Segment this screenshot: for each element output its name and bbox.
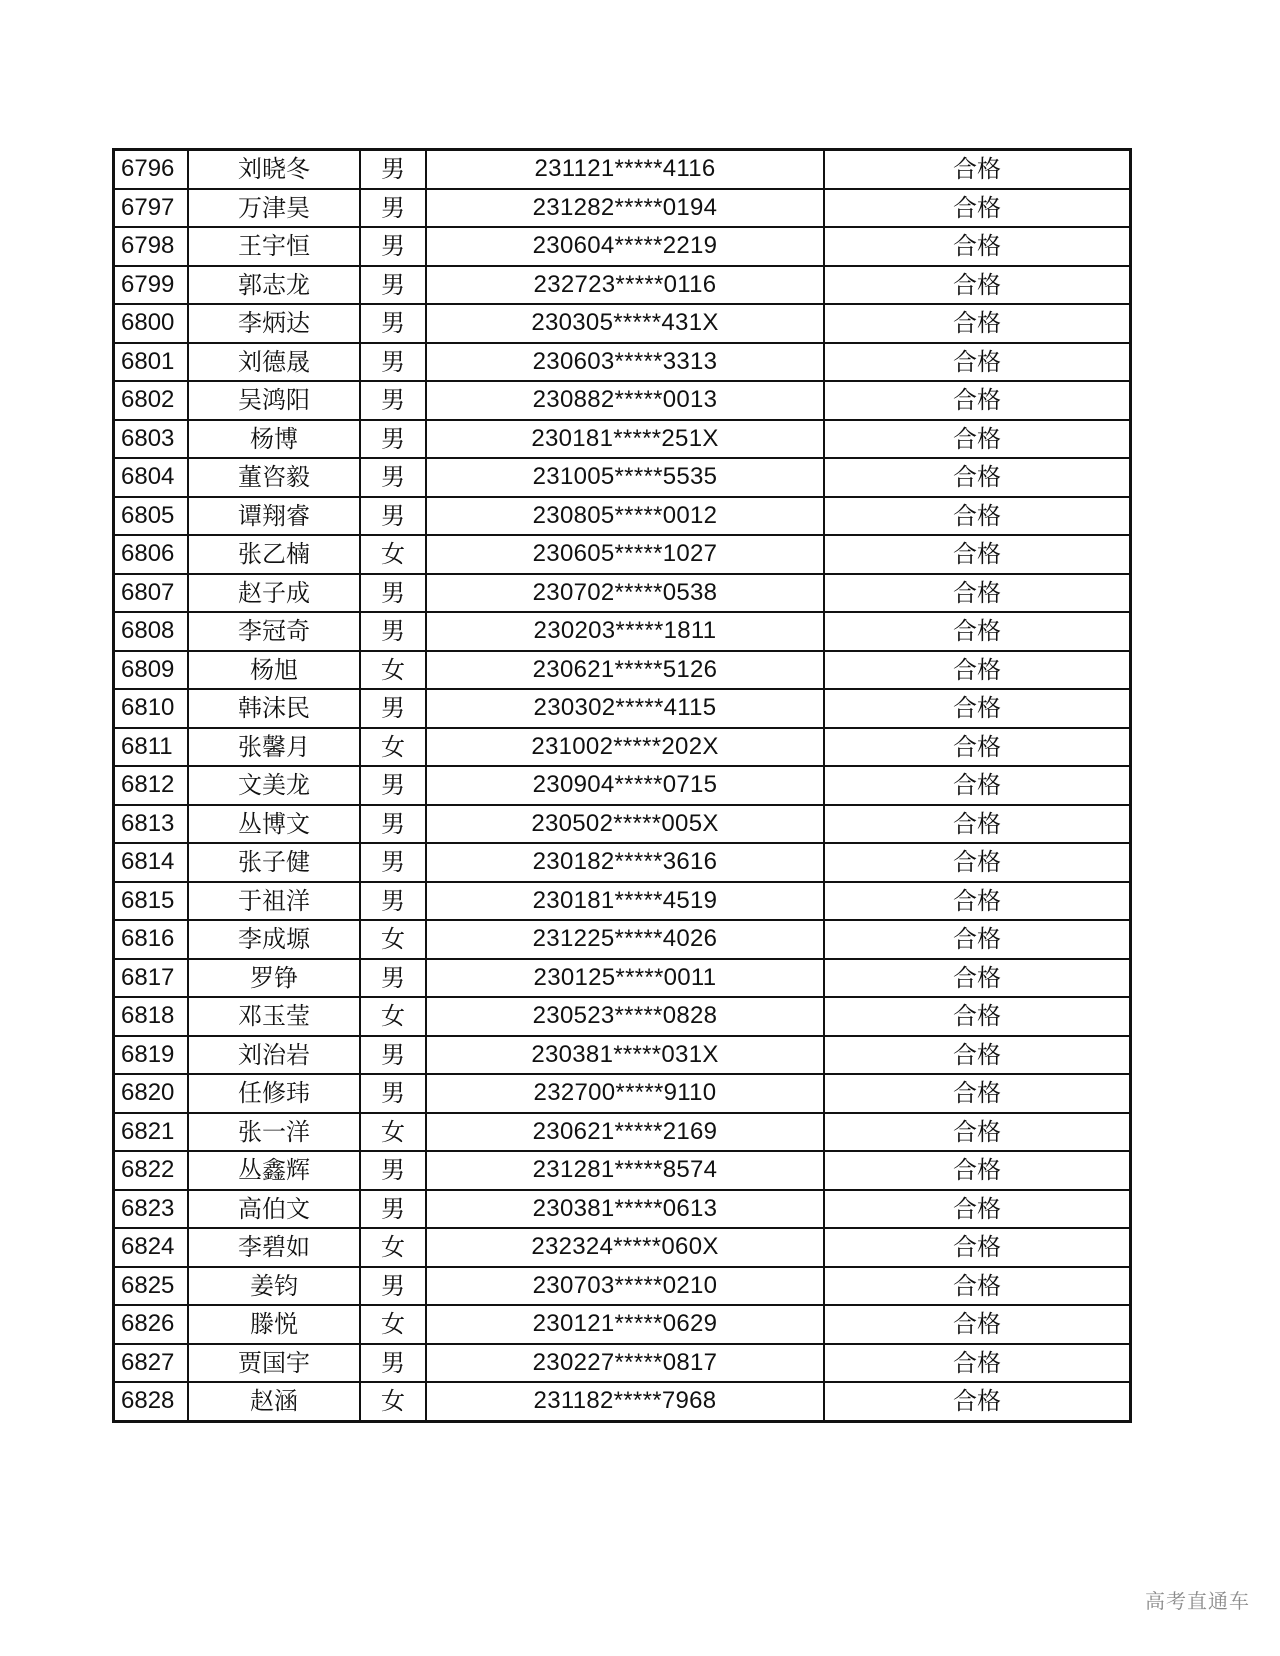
table-row — [114, 1382, 1131, 1421]
candidate-gender: 男 — [360, 1190, 426, 1229]
table-row — [114, 1151, 1131, 1190]
candidate-gender: 男 — [360, 343, 426, 382]
row-number: 6803 — [114, 420, 189, 459]
candidate-gender: 男 — [360, 381, 426, 420]
candidate-gender: 男 — [360, 458, 426, 497]
result-status: 合格 — [824, 882, 1131, 921]
table-row — [114, 766, 1131, 805]
table-row — [114, 1113, 1131, 1152]
candidate-gender: 男 — [360, 1151, 426, 1190]
row-number: 6822 — [114, 1151, 189, 1190]
result-status: 合格 — [824, 920, 1131, 959]
candidate-id-number: 230605*****1027 — [426, 535, 824, 574]
candidate-name: 李碧如 — [188, 1228, 360, 1267]
result-status: 合格 — [824, 420, 1131, 459]
candidate-id-number: 230182*****3616 — [426, 843, 824, 882]
candidate-name: 姜钧 — [188, 1267, 360, 1306]
candidate-gender: 女 — [360, 1228, 426, 1267]
result-status: 合格 — [824, 728, 1131, 767]
candidate-name: 文美龙 — [188, 766, 360, 805]
candidate-id-number: 230181*****251X — [426, 420, 824, 459]
result-status: 合格 — [824, 227, 1131, 266]
candidate-name: 杨博 — [188, 420, 360, 459]
candidate-name: 丛鑫辉 — [188, 1151, 360, 1190]
candidate-name: 李冠奇 — [188, 612, 360, 651]
candidate-name: 滕悦 — [188, 1305, 360, 1344]
row-number: 6801 — [114, 343, 189, 382]
candidate-gender: 女 — [360, 920, 426, 959]
table-row — [114, 150, 1131, 189]
candidate-name: 吴鸿阳 — [188, 381, 360, 420]
candidate-gender: 男 — [360, 497, 426, 536]
result-status: 合格 — [824, 651, 1131, 690]
candidate-gender: 男 — [360, 266, 426, 305]
candidate-id-number: 232700*****9110 — [426, 1074, 824, 1113]
candidate-name: 张馨月 — [188, 728, 360, 767]
row-number: 6826 — [114, 1305, 189, 1344]
result-status: 合格 — [824, 189, 1131, 228]
candidate-name: 万津昊 — [188, 189, 360, 228]
table-row — [114, 1190, 1131, 1229]
candidate-name: 杨旭 — [188, 651, 360, 690]
result-status: 合格 — [824, 689, 1131, 728]
candidate-gender: 男 — [360, 689, 426, 728]
candidate-name: 于祖洋 — [188, 882, 360, 921]
candidate-gender: 男 — [360, 150, 426, 189]
candidate-name: 张乙楠 — [188, 535, 360, 574]
row-number: 6827 — [114, 1344, 189, 1383]
table-row — [114, 920, 1131, 959]
row-number: 6800 — [114, 304, 189, 343]
row-number: 6824 — [114, 1228, 189, 1267]
candidate-name: 赵子成 — [188, 574, 360, 613]
candidate-id-number: 232324*****060X — [426, 1228, 824, 1267]
candidate-id-number: 232723*****0116 — [426, 266, 824, 305]
row-number: 6804 — [114, 458, 189, 497]
candidate-gender: 男 — [360, 1344, 426, 1383]
table-row — [114, 997, 1131, 1036]
row-number: 6799 — [114, 266, 189, 305]
watermark: 高考直通车 — [1145, 1589, 1250, 1613]
result-status: 合格 — [824, 766, 1131, 805]
result-status: 合格 — [824, 959, 1131, 998]
candidate-gender: 男 — [360, 882, 426, 921]
candidate-id-number: 231225*****4026 — [426, 920, 824, 959]
result-status: 合格 — [824, 997, 1131, 1036]
candidate-gender: 男 — [360, 843, 426, 882]
row-number: 6815 — [114, 882, 189, 921]
result-status: 合格 — [824, 343, 1131, 382]
candidate-id-number: 230621*****5126 — [426, 651, 824, 690]
row-number: 6807 — [114, 574, 189, 613]
candidate-name: 董咨毅 — [188, 458, 360, 497]
row-number: 6806 — [114, 535, 189, 574]
row-number: 6802 — [114, 381, 189, 420]
table-row — [114, 343, 1131, 382]
result-status: 合格 — [824, 843, 1131, 882]
candidate-id-number: 230523*****0828 — [426, 997, 824, 1036]
candidate-name: 贾国宇 — [188, 1344, 360, 1383]
candidate-id-number: 230305*****431X — [426, 304, 824, 343]
table-row — [114, 497, 1131, 536]
row-number: 6812 — [114, 766, 189, 805]
table-row — [114, 1305, 1131, 1344]
result-status: 合格 — [824, 458, 1131, 497]
candidate-gender: 男 — [360, 805, 426, 844]
result-status: 合格 — [824, 1228, 1131, 1267]
table-row — [114, 728, 1131, 767]
candidate-name: 张一洋 — [188, 1113, 360, 1152]
candidate-name: 王宇恒 — [188, 227, 360, 266]
candidate-name: 罗铮 — [188, 959, 360, 998]
table-row — [114, 574, 1131, 613]
table-row — [114, 843, 1131, 882]
row-number: 6798 — [114, 227, 189, 266]
table-row — [114, 1267, 1131, 1306]
table-row — [114, 689, 1131, 728]
candidate-id-number: 230381*****0613 — [426, 1190, 824, 1229]
candidate-name: 韩沫民 — [188, 689, 360, 728]
candidate-gender: 男 — [360, 766, 426, 805]
result-status: 合格 — [824, 266, 1131, 305]
row-number: 6828 — [114, 1382, 189, 1421]
row-number: 6820 — [114, 1074, 189, 1113]
candidate-id-number: 230702*****0538 — [426, 574, 824, 613]
candidate-id-number: 230805*****0012 — [426, 497, 824, 536]
candidate-id-number: 231282*****0194 — [426, 189, 824, 228]
candidate-id-number: 230604*****2219 — [426, 227, 824, 266]
result-status: 合格 — [824, 1151, 1131, 1190]
row-number: 6797 — [114, 189, 189, 228]
candidate-gender: 男 — [360, 1036, 426, 1075]
candidate-gender: 女 — [360, 535, 426, 574]
candidate-gender: 女 — [360, 728, 426, 767]
result-status: 合格 — [824, 1190, 1131, 1229]
candidate-gender: 男 — [360, 189, 426, 228]
candidate-name: 高伯文 — [188, 1190, 360, 1229]
table-row — [114, 227, 1131, 266]
candidate-id-number: 230381*****031X — [426, 1036, 824, 1075]
candidate-id-number: 230882*****0013 — [426, 381, 824, 420]
candidate-gender: 男 — [360, 1074, 426, 1113]
candidate-gender: 男 — [360, 420, 426, 459]
candidate-table — [112, 148, 1132, 1423]
row-number: 6808 — [114, 612, 189, 651]
result-status: 合格 — [824, 574, 1131, 613]
row-number: 6817 — [114, 959, 189, 998]
result-status: 合格 — [824, 1074, 1131, 1113]
candidate-name: 李成塬 — [188, 920, 360, 959]
candidate-name: 谭翔睿 — [188, 497, 360, 536]
result-status: 合格 — [824, 1305, 1131, 1344]
candidate-name: 李炳达 — [188, 304, 360, 343]
row-number: 6811 — [114, 728, 189, 767]
table-row — [114, 805, 1131, 844]
row-number: 6819 — [114, 1036, 189, 1075]
table-row — [114, 381, 1131, 420]
candidate-gender: 女 — [360, 997, 426, 1036]
candidate-name: 郭志龙 — [188, 266, 360, 305]
candidate-id-number: 231002*****202X — [426, 728, 824, 767]
candidate-id-number: 230502*****005X — [426, 805, 824, 844]
row-number: 6809 — [114, 651, 189, 690]
candidate-id-number: 231281*****8574 — [426, 1151, 824, 1190]
candidate-name: 刘德晟 — [188, 343, 360, 382]
candidate-name: 丛博文 — [188, 805, 360, 844]
candidate-gender: 男 — [360, 1267, 426, 1306]
row-number: 6818 — [114, 997, 189, 1036]
table-row — [114, 651, 1131, 690]
result-status: 合格 — [824, 381, 1131, 420]
table-row — [114, 1074, 1131, 1113]
row-number: 6805 — [114, 497, 189, 536]
candidate-table-body — [114, 150, 1131, 1422]
table-row — [114, 612, 1131, 651]
candidate-id-number: 231182*****7968 — [426, 1382, 824, 1421]
candidate-id-number: 230302*****4115 — [426, 689, 824, 728]
candidate-gender: 男 — [360, 227, 426, 266]
table-row — [114, 189, 1131, 228]
row-number: 6814 — [114, 843, 189, 882]
candidate-gender: 女 — [360, 1382, 426, 1421]
candidate-name: 赵涵 — [188, 1382, 360, 1421]
row-number: 6813 — [114, 805, 189, 844]
table-row — [114, 458, 1131, 497]
result-status: 合格 — [824, 1036, 1131, 1075]
candidate-id-number: 230227*****0817 — [426, 1344, 824, 1383]
candidate-id-number: 230603*****3313 — [426, 343, 824, 382]
candidate-id-number: 230621*****2169 — [426, 1113, 824, 1152]
row-number: 6810 — [114, 689, 189, 728]
candidate-gender: 女 — [360, 1113, 426, 1152]
row-number: 6816 — [114, 920, 189, 959]
table-row — [114, 266, 1131, 305]
table-row — [114, 535, 1131, 574]
row-number: 6825 — [114, 1267, 189, 1306]
result-status: 合格 — [824, 150, 1131, 189]
candidate-id-number: 230703*****0210 — [426, 1267, 824, 1306]
table-row — [114, 420, 1131, 459]
candidate-id-number: 230125*****0011 — [426, 959, 824, 998]
candidate-id-number: 230121*****0629 — [426, 1305, 824, 1344]
candidate-name: 张子健 — [188, 843, 360, 882]
candidate-gender: 男 — [360, 304, 426, 343]
result-status: 合格 — [824, 1382, 1131, 1421]
candidate-name: 刘晓冬 — [188, 150, 360, 189]
table-row — [114, 304, 1131, 343]
result-status: 合格 — [824, 805, 1131, 844]
table-row — [114, 959, 1131, 998]
candidate-id-number: 231121*****4116 — [426, 150, 824, 189]
candidate-gender: 男 — [360, 959, 426, 998]
row-number: 6821 — [114, 1113, 189, 1152]
candidate-name: 任修玮 — [188, 1074, 360, 1113]
result-status: 合格 — [824, 535, 1131, 574]
result-status: 合格 — [824, 1267, 1131, 1306]
candidate-gender: 女 — [360, 1305, 426, 1344]
candidate-id-number: 230203*****1811 — [426, 612, 824, 651]
result-status: 合格 — [824, 1113, 1131, 1152]
candidate-id-number: 231005*****5535 — [426, 458, 824, 497]
result-status: 合格 — [824, 304, 1131, 343]
candidate-gender: 男 — [360, 574, 426, 613]
result-status: 合格 — [824, 497, 1131, 536]
row-number: 6823 — [114, 1190, 189, 1229]
candidate-gender: 男 — [360, 612, 426, 651]
row-number: 6796 — [114, 150, 189, 189]
table-row — [114, 1344, 1131, 1383]
candidate-id-number: 230904*****0715 — [426, 766, 824, 805]
table-row — [114, 1036, 1131, 1075]
table-row — [114, 882, 1131, 921]
candidate-name: 刘治岩 — [188, 1036, 360, 1075]
result-status: 合格 — [824, 1344, 1131, 1383]
candidate-id-number: 230181*****4519 — [426, 882, 824, 921]
table-row — [114, 1228, 1131, 1267]
candidate-name: 邓玉莹 — [188, 997, 360, 1036]
result-status: 合格 — [824, 612, 1131, 651]
candidate-gender: 女 — [360, 651, 426, 690]
